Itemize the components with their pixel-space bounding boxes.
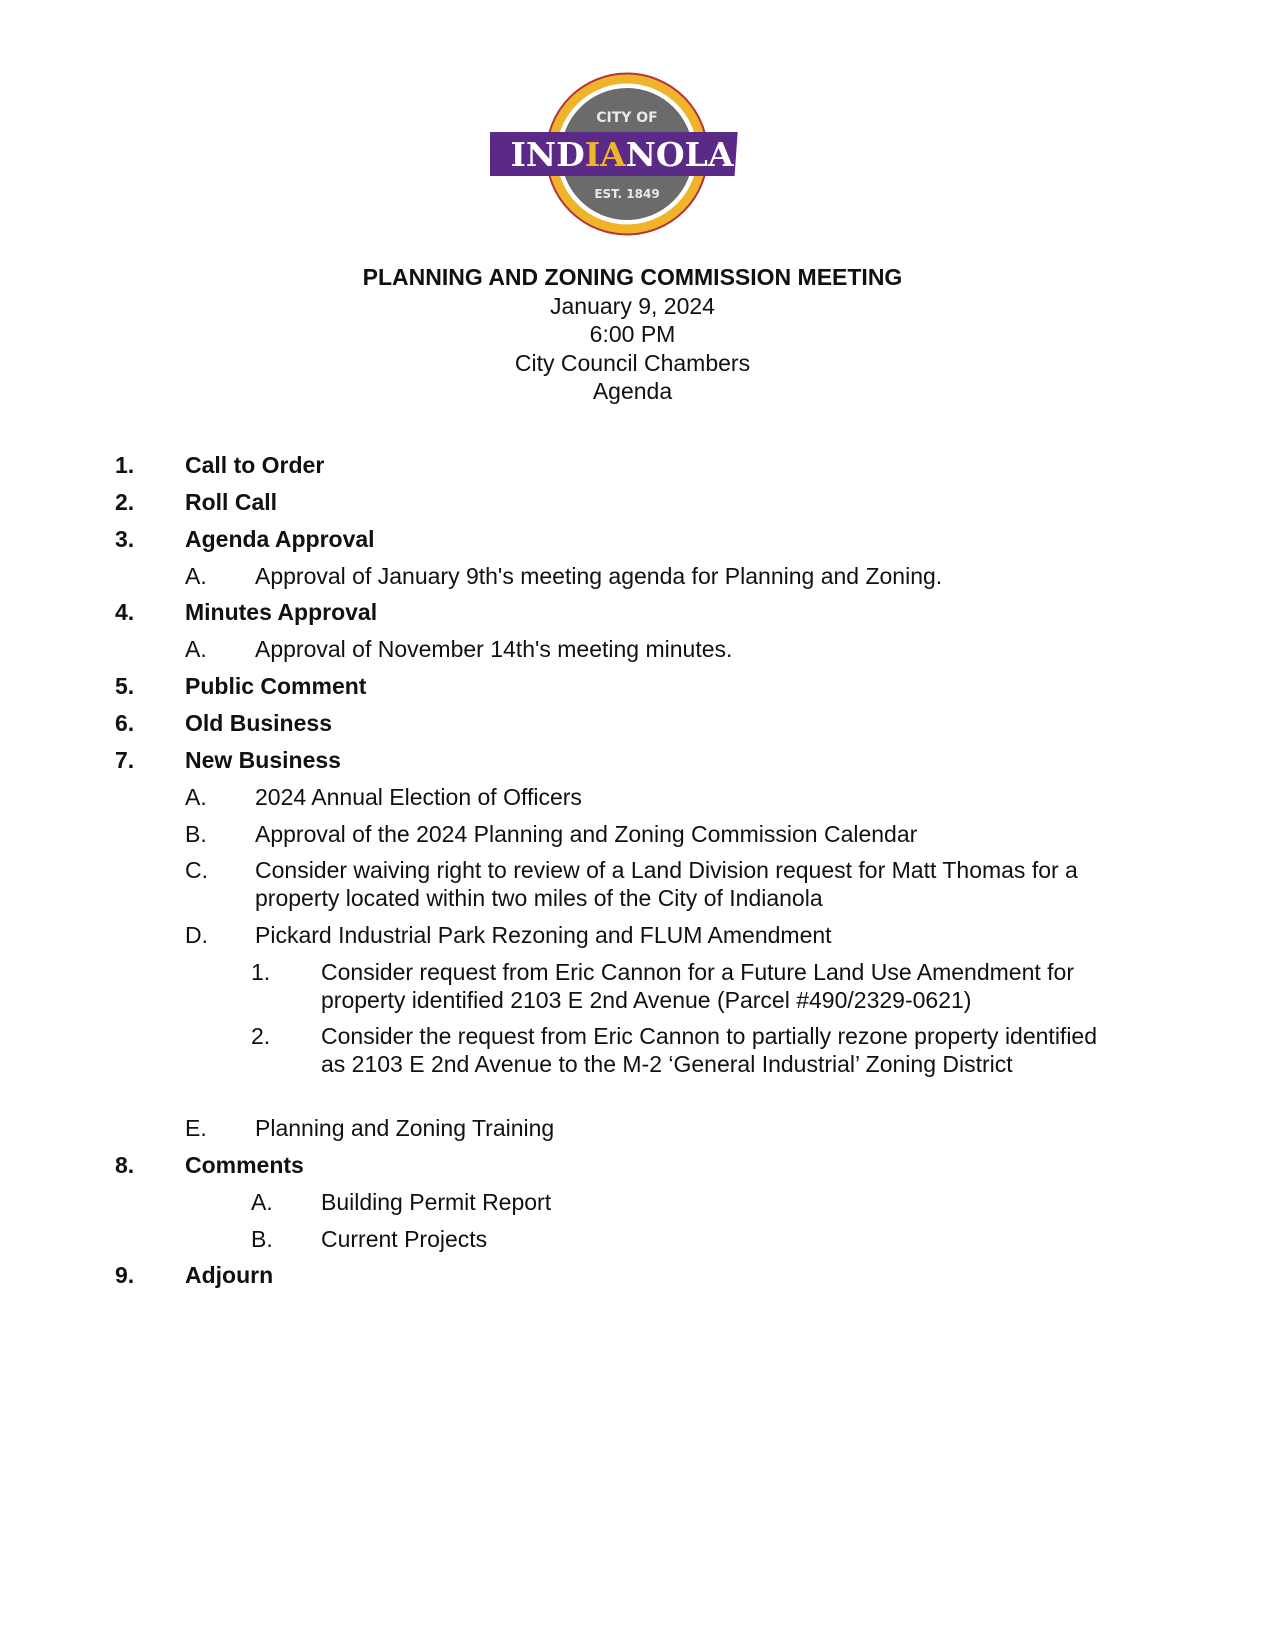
agenda-number: 5.: [115, 673, 135, 699]
sub-item-commission-calendar: Approval of the 2024 Planning and Zoning Commission Calendar: [255, 821, 918, 847]
agenda-number: 9.: [115, 1262, 135, 1288]
sub-item-minutes-approval-a: Approval of November 14th's meeting minutes.: [255, 636, 733, 662]
agenda-number: 8.: [115, 1152, 135, 1178]
city-logo-graphic: [490, 70, 765, 240]
meeting-title: PLANNING AND ZONING COMMISSION MEETING: [362, 264, 903, 290]
sub-item-letter: A.: [251, 1189, 273, 1215]
sub-item-building-permit-report: Building Permit Report: [321, 1189, 552, 1215]
agenda-number: 4.: [115, 599, 135, 625]
sub-item-election-of-officers: 2024 Annual Election of Officers: [255, 784, 582, 810]
svg-text:INDIANOLA: INDIANOLA: [510, 135, 734, 174]
sub-item-land-division: Consider waiving right to review of a Land Division request for Matt Thomas for a property located within two miles of the City of Indianola: [255, 857, 1078, 911]
sub-item-current-projects: Current Projects: [321, 1226, 488, 1252]
sub-item-letter: E.: [185, 1115, 207, 1141]
document-type: Agenda: [592, 378, 673, 404]
nested-item-partial-rezone: Consider the request from Eric Cannon to partially rezone property identified as 2103 E 2nd Avenue to the M-2 ‘General Industrial’ Zoning District: [321, 1023, 1098, 1077]
nested-item-number: 1.: [251, 959, 271, 985]
agenda-item-new-business: New Business: [185, 747, 341, 773]
sub-item-letter: A.: [185, 636, 207, 662]
sub-item-letter: B.: [251, 1226, 273, 1252]
meeting-header: [0, 263, 1265, 406]
city-logo: [490, 70, 765, 240]
agenda-number: 3.: [115, 526, 135, 552]
svg-text:CITY OF: CITY OF: [596, 110, 658, 126]
agenda-number: 2.: [115, 489, 135, 515]
svg-text:EST. 1849: EST. 1849: [594, 187, 660, 201]
agenda-item-roll-call: Roll Call: [185, 489, 278, 515]
agenda-item-adjourn: Adjourn: [185, 1262, 274, 1288]
meeting-location: City Council Chambers: [514, 349, 751, 376]
sub-item-letter: A.: [185, 563, 207, 589]
agenda-number: 1.: [115, 452, 135, 478]
nested-item-future-land-use: Consider request from Eric Cannon for a Future Land Use Amendment for property identified 2103 E 2nd Avenue (Parcel #490/2329-0621): [321, 959, 1074, 1013]
meeting-date: January 9, 2024: [550, 292, 715, 319]
sub-item-letter: A.: [185, 784, 207, 810]
agenda-number: 6.: [115, 710, 135, 736]
meeting-time: 6:00 PM: [589, 321, 676, 347]
sub-item-agenda-approval-a: Approval of January 9th's meeting agenda for Planning and Zoning.: [255, 563, 943, 589]
agenda-item-comments: Comments: [185, 1152, 304, 1178]
agenda-item-call-to-order: Call to Order: [185, 452, 325, 478]
nested-item-number: 2.: [251, 1023, 271, 1049]
agenda-number: 7.: [115, 747, 135, 773]
sub-item-pickard-rezoning: Pickard Industrial Park Rezoning and FLUM Amendment: [255, 922, 832, 948]
agenda-item-old-business: Old Business: [185, 710, 332, 736]
sub-item-letter: B.: [185, 821, 207, 847]
sub-item-letter: D.: [185, 922, 208, 948]
agenda-item-minutes-approval: Minutes Approval: [185, 599, 378, 625]
sub-item-letter: C.: [185, 857, 208, 883]
agenda-item-public-comment: Public Comment: [185, 673, 367, 699]
agenda-item-agenda-approval: Agenda Approval: [185, 526, 375, 552]
sub-item-zoning-training: Planning and Zoning Training: [255, 1115, 555, 1141]
